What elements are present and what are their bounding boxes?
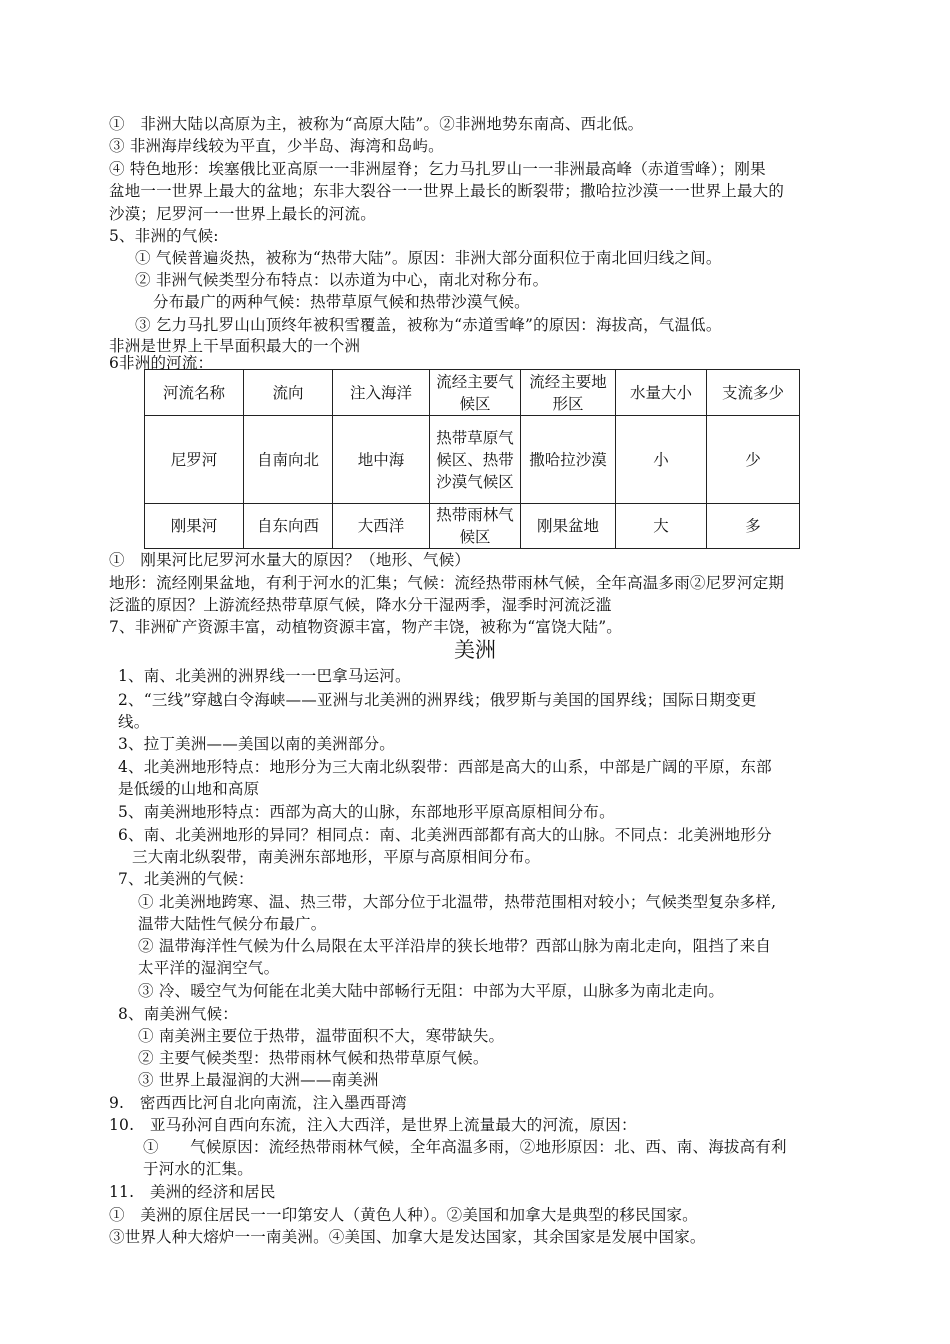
text-line: ③ 冷、暖空气为何能在北美大陆中部畅行无阻：中部为大平原，山脉多为南北走向。 xyxy=(138,982,725,1000)
text-line: 4、北美洲地形特点：地形分为三大南北纵裂带：西部是高大的山系，中部是广阔的平原，东部 xyxy=(118,758,772,776)
text-line: 5、南美洲地形特点：西部为高大的山脉，东部地形平原高原相间分布。 xyxy=(118,803,615,821)
text-line: 8、南美洲气候： xyxy=(118,1005,238,1023)
text-line: 10. 亚马孙河自西向东流，注入大西洋，是世界上流量最大的河流，原因： xyxy=(109,1116,637,1134)
table-cell: 撒哈拉沙漠 xyxy=(521,416,616,504)
text-line: 线。 xyxy=(118,713,150,731)
table-cell: 热带雨林气候区 xyxy=(430,504,521,549)
table-cell: 小 xyxy=(616,416,707,504)
table-cell: 少 xyxy=(707,416,800,504)
text-line: ① 气候普遍炎热，被称为“热带大陆”。原因：非洲大部分面积位于南北回归线之间。 xyxy=(135,249,722,267)
text-line: ① 刚果河比尼罗河水量大的原因？（地形、气候） xyxy=(109,551,471,569)
table-header-cell: 流经主要地形区 xyxy=(521,370,616,416)
table-cell: 尼罗河 xyxy=(145,416,244,504)
text-line: ③世界人种大熔炉一一南美洲。④美国、加拿大是发达国家，其余国家是发展中国家。 xyxy=(109,1228,706,1246)
text-line: 温带大陆性气候分布最广。 xyxy=(138,915,327,933)
text-line: ① 气候原因：流经热带雨林气候，全年高温多雨，②地形原因：北、西、南、海拔高有利 xyxy=(143,1138,787,1156)
text-line: ① 非洲大陆以高原为主，被称为“高原大陆”。②非洲地势东南高、西北低。 xyxy=(109,115,644,133)
table-cell: 刚果盆地 xyxy=(521,504,616,549)
text-line: ③ 乞力马扎罗山山顶终年被积雪覆盖，被称为“赤道雪峰”的原因：海拔高，气温低。 xyxy=(135,316,722,334)
section-title: 美洲 xyxy=(454,638,496,662)
text-line: ② 温带海洋性气候为什么局限在太平洋沿岸的狭长地带？西部山脉为南北走向，阻挡了来自 xyxy=(138,937,772,955)
table-header-cell: 流向 xyxy=(244,370,333,416)
text-line: ② 主要气候类型：热带雨林气候和热带草原气候。 xyxy=(138,1049,489,1067)
text-line: 7、北美洲的气候： xyxy=(118,870,254,888)
text-line: 三大南北纵裂带，南美洲东部地形，平原与高原相间分布。 xyxy=(132,848,541,866)
text-line: 3、拉丁美洲——美国以南的美洲部分。 xyxy=(118,735,395,753)
text-line: 盆地一一世界上最大的盆地；东非大裂谷一一世界上最长的断裂带；撒哈拉沙漠一一世界上最大的 xyxy=(109,182,785,200)
text-line: 泛滥的原因？上游流经热带草原气候，降水分干湿两季，湿季时河流泛滥 xyxy=(109,596,612,614)
table-row xyxy=(145,416,800,504)
section-heading: 6非洲的河流： xyxy=(109,354,214,372)
text-line: ② 非洲气候类型分布特点：以赤道为中心，南北对称分布。 xyxy=(135,271,549,289)
text-line: 非洲是世界上干旱面积最大的一个洲 xyxy=(109,337,361,355)
text-line: ① 美洲的原住居民一一印第安人（黄色人种）。②美国和加拿大是典型的移民国家。 xyxy=(109,1206,698,1224)
table-cell: 自东向西 xyxy=(244,504,333,549)
river-table xyxy=(144,369,800,549)
text-line: 于河水的汇集。 xyxy=(143,1160,253,1178)
text-line: ③ 世界上最湿润的大洲——南美洲 xyxy=(138,1071,379,1089)
table-cell: 大西洋 xyxy=(333,504,430,549)
table-header-cell: 支流多少 xyxy=(707,370,800,416)
table-header-cell: 河流名称 xyxy=(145,370,244,416)
text-line: 6、南、北美洲地形的异同？相同点：南、北美洲西部都有高大的山脉。不同点：北美洲地形分 xyxy=(118,826,772,844)
text-line: 是低缓的山地和高原 xyxy=(118,780,260,798)
text-line: 沙漠；尼罗河一一世界上最长的河流。 xyxy=(109,205,376,223)
table-cell: 自南向北 xyxy=(244,416,333,504)
text-line: 11. 美洲的经济和居民 xyxy=(109,1183,276,1201)
text-line: 7、非洲矿产资源丰富，动植物资源丰富，物产丰饶，被称为“富饶大陆”。 xyxy=(109,618,623,636)
text-line: 太平洋的湿润空气。 xyxy=(138,959,280,977)
text-line: 分布最广的两种气候：热带草原气候和热带沙漠气候。 xyxy=(153,293,530,311)
text-line: ① 北美洲地跨寒、温、热三带，大部分位于北温带，热带范围相对较小；气候类型复杂多样, xyxy=(138,893,777,911)
table-header-cell: 流经主要气候区 xyxy=(430,370,521,416)
table-row xyxy=(145,504,800,549)
table-header-row xyxy=(145,370,800,416)
text-line: 地形：流经刚果盆地，有利于河水的汇集；气候：流经热带雨林气候，全年高温多雨②尼罗河定期 xyxy=(109,574,785,592)
table-cell: 热带草原气候区、热带沙漠气候区 xyxy=(430,416,521,504)
text-line: ④ 特色地形：埃塞俄比亚高原一一非洲屋脊；乞力马扎罗山一一非洲最高峰（赤道雪峰）；刚果 xyxy=(109,160,766,178)
table-header-cell: 注入海洋 xyxy=(333,370,430,416)
text-line: 9. 密西西比河自北向南流，注入墨西哥湾 xyxy=(109,1094,407,1112)
text-line: ① 南美洲主要位于热带，温带面积不大，寒带缺失。 xyxy=(138,1027,505,1045)
table-cell: 大 xyxy=(616,504,707,549)
text-line: 1、南、北美洲的洲界线一一巴拿马运河。 xyxy=(118,667,411,685)
table-cell: 多 xyxy=(707,504,800,549)
table-cell: 刚果河 xyxy=(145,504,244,549)
table-header-cell: 水量大小 xyxy=(616,370,707,416)
table-cell: 地中海 xyxy=(333,416,430,504)
section-heading: 5、非洲的气候: xyxy=(109,227,219,245)
text-line: 2、“三线”穿越白令海峡——亚洲与北美洲的洲界线；俄罗斯与美国的国界线；国际日期变更 xyxy=(118,691,757,709)
text-line: ③ 非洲海岸线较为平直，少半岛、海湾和岛屿。 xyxy=(109,137,444,155)
